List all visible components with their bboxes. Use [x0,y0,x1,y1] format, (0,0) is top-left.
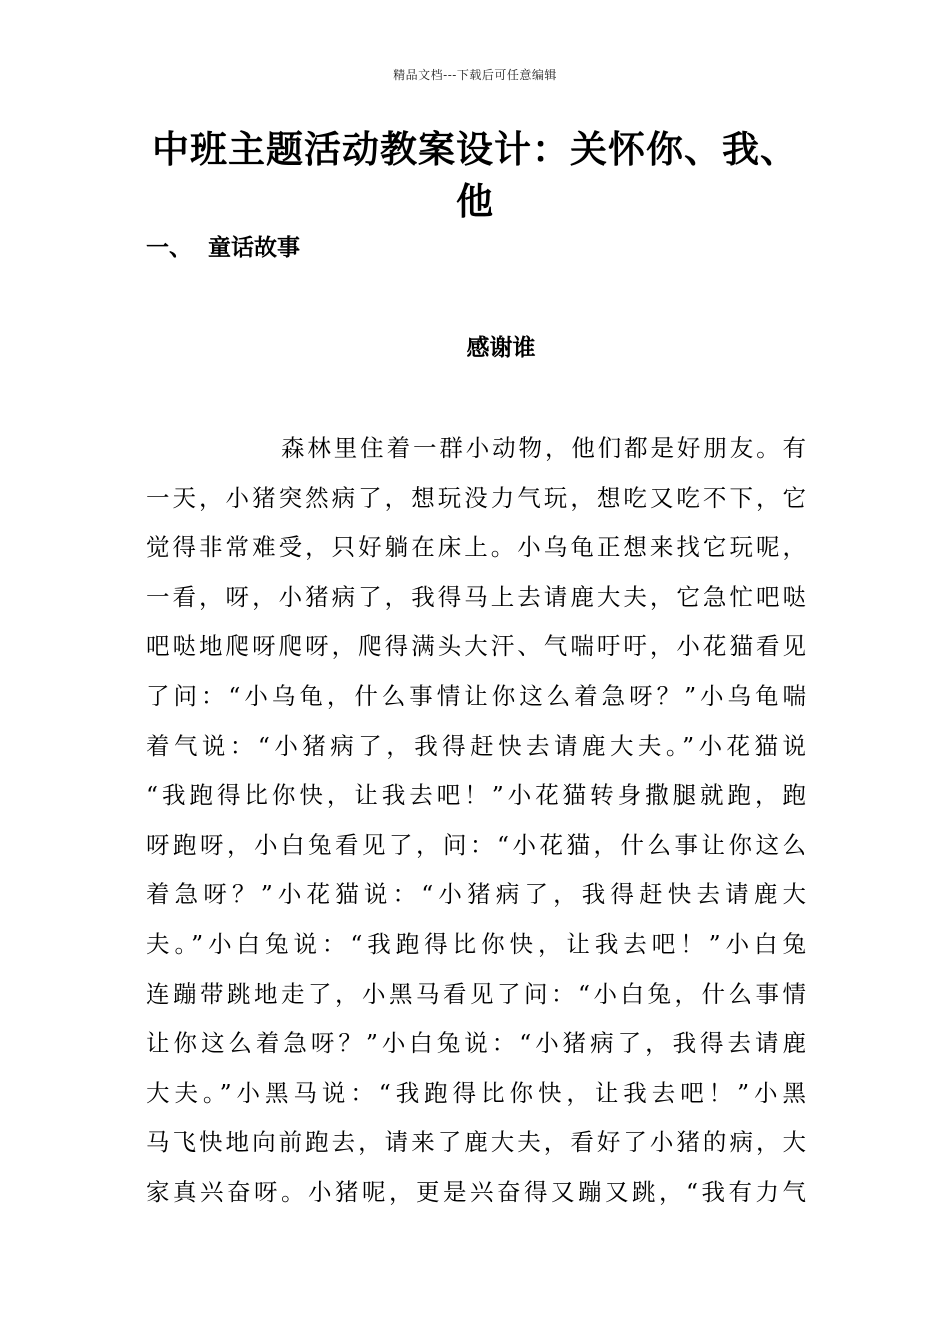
section-title: 童话故事 [208,234,300,261]
section-heading [146,232,300,264]
story-line: 大夫。”小黑马说：“我跑得比你快，让我去吧！”小黑 [146,1078,806,1107]
story-line: 着气说：“小猪病了，我得赶快去请鹿大夫。”小花猫说 [146,731,806,760]
story-line: 吧哒地爬呀爬呀，爬得满头大汗、气喘吁吁，小花猫看见 [146,632,806,661]
story-line: 觉得非常难受，只好躺在床上。小乌龟正想来找它玩呢， [146,533,806,562]
story-line: 连蹦带跳地走了，小黑马看见了问：“小白兔，什么事情 [146,979,806,1008]
story-body [146,424,806,1218]
story-line: 着急呀？”小花猫说：“小猪病了，我得赶快去请鹿大 [146,880,806,909]
story-line: 了问：“小乌龟，什么事情让你这么着急呀？”小乌龟喘 [146,681,806,710]
section-number: 一、 [146,234,192,261]
story-line: 一看，呀，小猪病了，我得马上去请鹿大夫，它急忙吧哒 [146,582,806,611]
page-header-note: 精品文档---下载后可任意编辑 [393,68,557,82]
story-line: “我跑得比你快，让我去吧！”小花猫转身撒腿就跑，跑 [146,781,806,810]
story-line: 一天，小猪突然病了，想玩没力气玩，想吃又吃不下，它 [146,483,806,512]
story-line: 让你这么着急呀？”小白兔说：“小猪病了，我得去请鹿 [146,1029,806,1058]
story-line: 马飞快地向前跑去，请来了鹿大夫，看好了小猪的病，大 [146,1128,806,1157]
story-line: 夫。”小白兔说：“我跑得比你快，让我去吧！”小白兔 [146,929,806,958]
story-title: 感谢谁 [466,334,536,361]
document-title-line-2: 他 [456,180,494,223]
story-line: 呀跑呀，小白兔看见了，问：“小花猫，什么事让你这么 [146,830,806,859]
story-line: 森林里住着一群小动物，他们都是好朋友。有 [281,434,806,462]
document-title-line-1: 中班主题活动教案设计：关怀你、我、 [152,128,798,171]
story-line: 家真兴奋呀。小猪呢，更是兴奋得又蹦又跳，“我有力气 [146,1177,806,1206]
document-title [140,124,810,228]
